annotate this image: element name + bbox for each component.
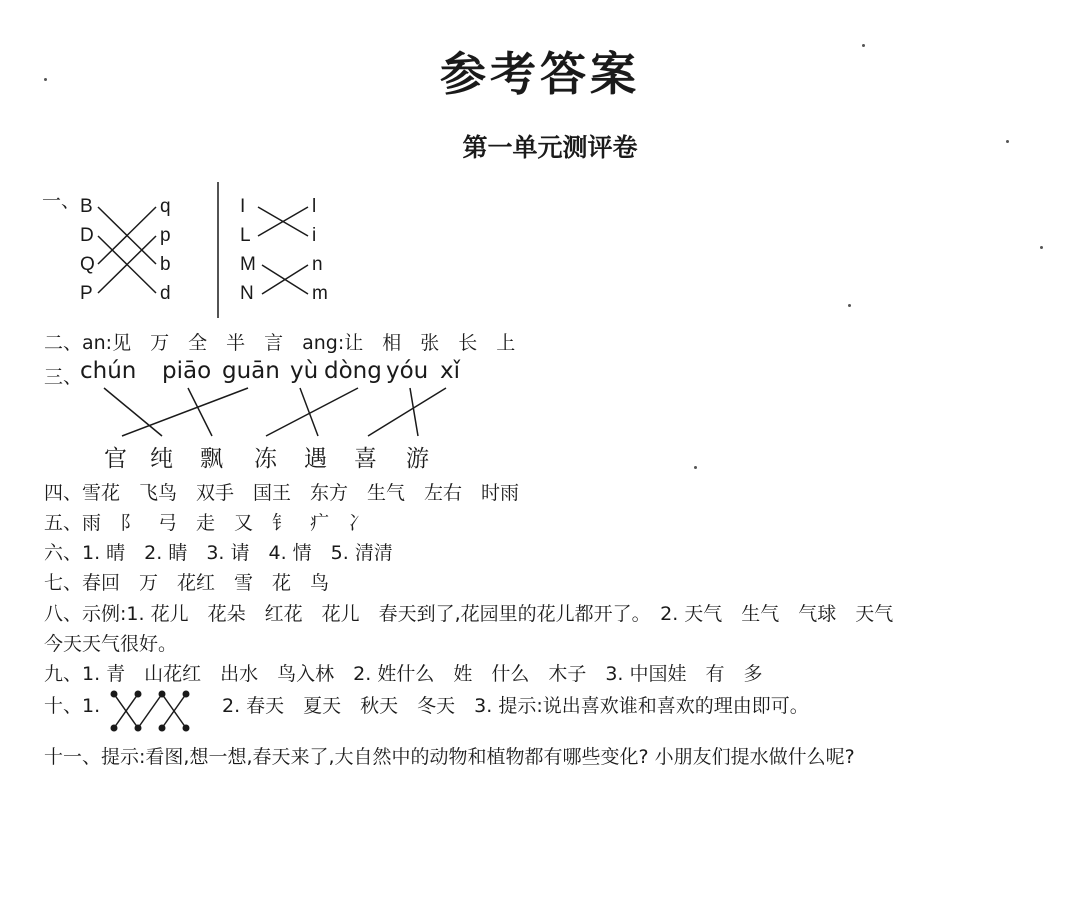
q3-match-line xyxy=(266,388,358,436)
q7-answer: 七、春回 万 花红 雪 花 鸟 xyxy=(44,572,330,594)
q10-dot xyxy=(111,725,118,732)
q10-dot xyxy=(135,691,142,698)
q1-match-line xyxy=(98,207,156,264)
scan-speck xyxy=(1040,246,1043,249)
q10-answer: 2. 春天 夏天 秋天 冬天 3. 提示:说出喜欢谁和喜欢的理由即可。 xyxy=(222,695,809,717)
q8-answer-line2: 今天天气很好。 xyxy=(44,633,178,655)
q3-match-line xyxy=(104,388,162,436)
q1-match-line xyxy=(262,265,308,294)
q3-pinyin: yóu xyxy=(386,358,429,384)
q1-letter: l xyxy=(312,196,317,217)
q1-letter: q xyxy=(160,196,171,217)
q3-pinyin: yù xyxy=(290,358,319,384)
q1-match-line xyxy=(98,236,156,293)
q3-char: 遇 xyxy=(304,446,327,472)
q10-dot xyxy=(159,691,166,698)
scan-speck xyxy=(694,466,697,469)
q3-match-line xyxy=(368,388,446,436)
q1-letter: N xyxy=(240,283,254,304)
q3-label: 三、 xyxy=(44,366,83,388)
q10-match-line xyxy=(138,694,162,728)
q1-letter: P xyxy=(80,283,93,304)
q10-match-line xyxy=(114,694,138,728)
q1-match-line xyxy=(258,207,308,236)
q3-pinyin: dòng xyxy=(324,358,382,384)
q3-pinyin: piāo xyxy=(162,358,212,384)
q3-pinyin: chún xyxy=(80,358,137,384)
q2-answer: 二、an:见 万 全 半 言 ang:让 相 张 长 上 xyxy=(44,332,516,354)
q1-letter: b xyxy=(160,254,171,275)
q10-dot xyxy=(135,725,142,732)
q1-letter: L xyxy=(240,225,251,246)
q3-char: 喜 xyxy=(354,446,377,472)
q1-match-line xyxy=(262,265,308,294)
page-subtitle: 第一单元测评卷 xyxy=(462,133,638,162)
q3-match-line xyxy=(122,388,248,436)
q4-answer: 四、雪花 飞鸟 双手 国王 东方 生气 左右 时雨 xyxy=(44,482,520,504)
q3-char: 飘 xyxy=(200,446,223,472)
q1-label: 一、 xyxy=(42,190,81,212)
q1-letter: I xyxy=(240,196,246,217)
q5-answer: 五、雨 阝 弓 走 又 钅 疒 冫 xyxy=(44,512,368,534)
q1-match-line xyxy=(258,207,308,236)
q10-match-line xyxy=(162,694,186,728)
page-title: 参考答案 xyxy=(440,47,640,101)
q1-match-line xyxy=(98,236,156,293)
q9-answer: 九、1. 青 山花红 出水 鸟入林 2. 姓什么 姓 什么 木子 3. 中国娃 有 多 xyxy=(44,663,763,685)
q3-char: 冻 xyxy=(254,446,277,472)
q1-letter: Q xyxy=(80,254,95,275)
q1-letter: i xyxy=(312,225,317,246)
q1-letter: p xyxy=(160,225,171,246)
q3-char: 纯 xyxy=(150,446,173,472)
q8-answer-line1: 八、示例:1. 花儿 花朵 红花 花儿 春天到了,花园里的花儿都开了。 2. 天气 生气 气球 天气 xyxy=(44,603,894,625)
q10-dot xyxy=(159,725,166,732)
q1-letter: D xyxy=(80,225,94,246)
q10-dot xyxy=(183,691,190,698)
q1-letter: M xyxy=(240,254,256,275)
scan-speck xyxy=(44,78,47,81)
q3-pinyin: xǐ xyxy=(440,358,461,384)
q3-match-line xyxy=(300,388,318,436)
q1-letter: d xyxy=(160,283,171,304)
q10-label: 十、1. xyxy=(44,695,101,717)
q3-char: 游 xyxy=(406,446,429,472)
q1-letter: B xyxy=(80,196,93,217)
q1-letter: m xyxy=(312,283,328,304)
q10-dot xyxy=(183,725,190,732)
q3-char: 官 xyxy=(104,446,127,472)
q3-match-line xyxy=(188,388,212,436)
scan-speck xyxy=(862,44,865,47)
q10-match-line xyxy=(162,694,186,728)
q11-answer: 十一、提示:看图,想一想,春天来了,大自然中的动物和植物都有哪些变化? 小朋友们提水做什么呢? xyxy=(44,746,855,768)
q10-match-line xyxy=(114,694,138,728)
scan-speck xyxy=(1006,140,1009,143)
q1-letter: n xyxy=(312,254,323,275)
q3-pinyin: guān xyxy=(222,358,280,384)
q1-match-line xyxy=(98,207,156,264)
q6-answer: 六、1. 晴 2. 睛 3. 请 4. 情 5. 清清 xyxy=(44,542,393,564)
q10-dot xyxy=(111,691,118,698)
scan-speck xyxy=(848,304,851,307)
q3-match-line xyxy=(410,388,418,436)
